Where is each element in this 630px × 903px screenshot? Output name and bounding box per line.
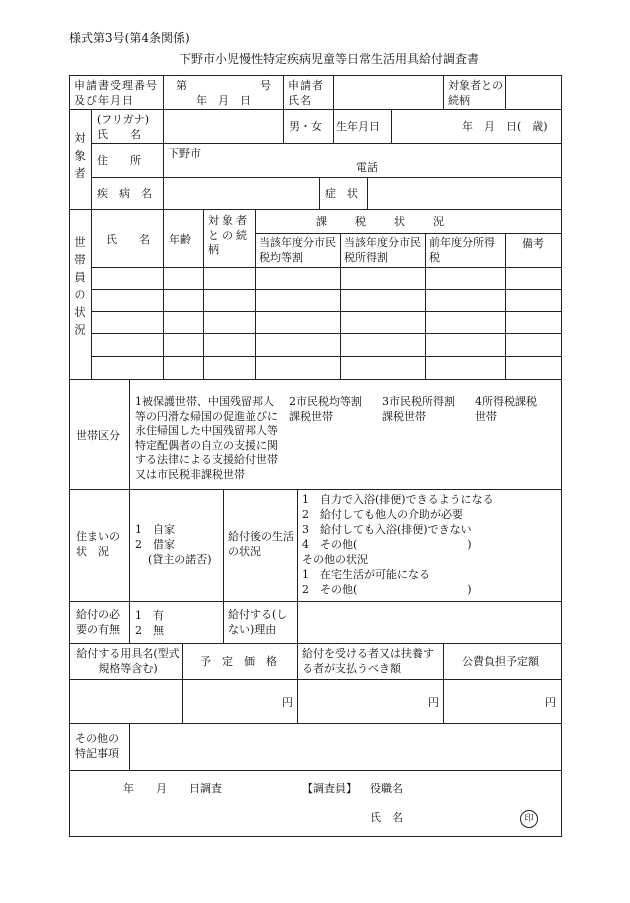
receipt-number-prefix: 第 [176, 79, 187, 92]
household-col-name: 氏 名 [106, 233, 150, 246]
household-col-relation: 対象者との続柄 [208, 214, 250, 256]
phone-label: 電話 [356, 161, 378, 174]
position-label: 役職名 [370, 782, 403, 795]
receipt-number-label: 申請書受理番号及び年月日 [74, 79, 158, 107]
planned-price-label: 予 定 価 格 [200, 655, 277, 668]
price-yen-unit: 円 [282, 696, 293, 709]
tax-status-header: 課 税 状 況 [316, 215, 446, 228]
birth-date-format: 年 月 日( 歳) [462, 120, 548, 133]
after-option: 2 給付しても他人の介助が必要 [302, 508, 463, 521]
resident-tax-equal-label: 当該年度分市民税均等割 [259, 236, 336, 264]
housing-label: 住まいの状 況 [76, 530, 120, 558]
benefit-reason-label: 給付する(しない)理由 [228, 608, 288, 636]
birth-date-label: 生年月日 [336, 120, 380, 133]
necessity-yes: 1 有 [135, 609, 164, 622]
investigator-label: 【調査員】 [302, 782, 357, 795]
housing-option-own: 1 自家 [135, 523, 175, 536]
address-value: 下野市 [168, 147, 201, 160]
after-option: その他の状況 [302, 553, 368, 566]
furigana-label: (フリガナ) [97, 113, 150, 126]
applicant-name-label: 申請者氏名 [288, 79, 324, 107]
housing-option-rent: 2 借家 [135, 538, 175, 551]
receipt-date: 年 月 日 [196, 94, 251, 107]
sex-options: 男・女 [289, 120, 322, 133]
necessity-label: 給付の必要の有無 [76, 608, 120, 636]
receipt-number-suffix: 号 [260, 79, 271, 92]
address-label: 住 所 [97, 154, 141, 167]
household-section-label: 世帯員の状況 [73, 236, 87, 341]
resident-tax-income-label: 当該年度分市民税所得割 [344, 236, 421, 264]
category-option-1: 1被保護世帯、中国残留邦人等の円滑な帰国の促進並びに永住帰国した中国残留邦人等特定配偶者の自立の支援に関する法律による支援給付世帯又は市民税非課税世帯 [135, 395, 278, 481]
after-option: 3 給付しても入浴(排便)できない [302, 523, 472, 536]
household-col-age: 年齢 [169, 233, 191, 246]
category-option-3: 3市民税所得割課税世帯 [382, 395, 455, 423]
after-benefit-options [302, 492, 494, 597]
after-benefit-label: 給付後の生活の状況 [228, 530, 294, 558]
device-name-label: 給付する用具名(型式規格等含む) [76, 647, 180, 675]
self-payment-label: 給付を受ける者又は扶養する者が支払うべき額 [302, 647, 434, 675]
public-yen-unit: 円 [545, 696, 556, 709]
after-option: 4 その他( ) [302, 538, 472, 551]
other-remarks-label: その他の特記事項 [75, 732, 119, 760]
symptom-label: 症 状 [325, 187, 358, 200]
remarks-label: 備考 [522, 237, 544, 250]
necessity-no: 2 無 [135, 624, 164, 637]
payment-yen-unit: 円 [428, 696, 439, 709]
after-option: 1 自力で入浴(排便)できるようになる [302, 493, 494, 506]
public-burden-label: 公費負担予定額 [462, 655, 539, 668]
seal-mark: 印 [520, 810, 538, 828]
category-option-4: 4所得税課税世帯 [475, 395, 537, 423]
form-number: 様式第3号(第4条関係) [69, 31, 190, 45]
survey-date: 年 月 日調査 [123, 782, 222, 795]
household-category-label: 世帯区分 [76, 429, 120, 442]
subject-name-label: 氏 名 [97, 128, 141, 141]
form-title: 下野市小児慢性特定疾病児童等日常生活用具給付調査書 [179, 52, 480, 66]
disease-name-label: 疾 病 名 [97, 187, 152, 200]
after-option: 2 その他( ) [302, 583, 472, 596]
investigator-name-label: 氏 名 [370, 811, 403, 824]
subject-section-label: 対象者 [73, 132, 87, 185]
landlord-consent-note: (貸主の諾否) [148, 553, 212, 566]
prev-income-tax-label: 前年度分所得税 [429, 236, 495, 264]
category-option-2: 2市民税均等割課税世帯 [289, 395, 362, 423]
relation-label: 対象者との続柄 [448, 79, 503, 107]
after-option: 1 在宅生活が可能になる [302, 568, 430, 581]
